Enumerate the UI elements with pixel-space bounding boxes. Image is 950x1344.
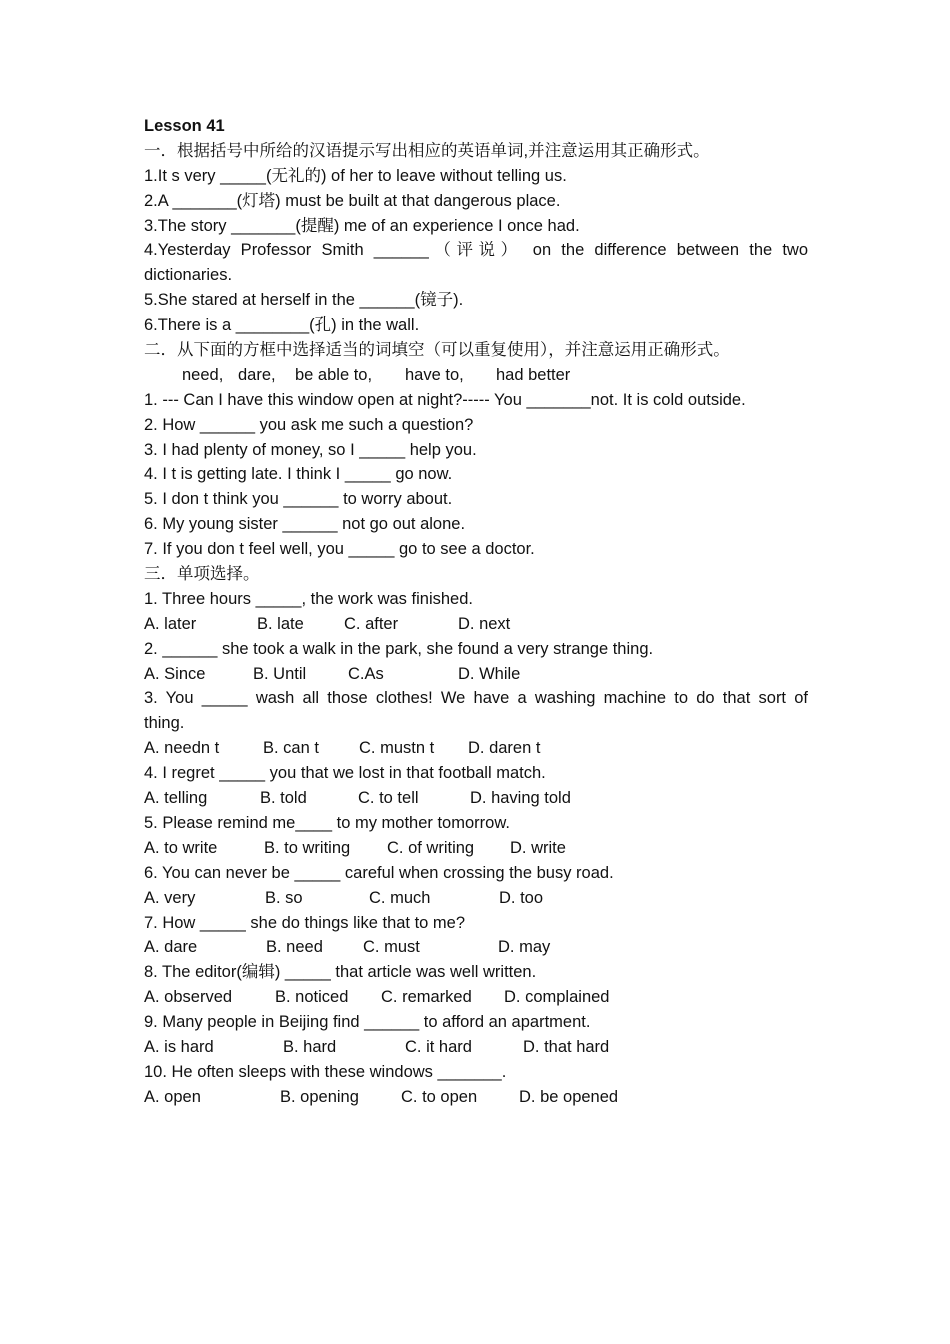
option-b: B. hard <box>283 1037 337 1056</box>
word-bank-word: need, <box>182 365 224 384</box>
answer-options <box>144 612 808 637</box>
option-a: A. telling <box>144 789 208 808</box>
option-b: B. opening <box>280 1087 359 1106</box>
section1-item-continuation: dictionaries. <box>144 266 233 285</box>
word-bank <box>144 363 808 388</box>
option-d: D. that hard <box>523 1037 610 1056</box>
option-b: B. told <box>260 789 307 808</box>
answer-options <box>144 886 808 911</box>
option-d: D. While <box>458 664 521 683</box>
option-d: D. be opened <box>519 1087 619 1106</box>
lesson-title: Lesson 41 <box>144 117 225 135</box>
option-b: B. late <box>257 614 304 633</box>
question: 4. I regret _____ you that we lost in that football match. <box>144 764 546 783</box>
answer-options <box>144 786 808 811</box>
option-c: C. mustn t <box>359 739 435 758</box>
option-d: D. having told <box>470 789 571 808</box>
option-a: A. Since <box>144 664 206 683</box>
option-b: B. need <box>266 938 323 957</box>
section2-item: 5. I don t think you ______ to worry about. <box>144 490 453 509</box>
option-d: D. too <box>499 888 544 907</box>
option-d: D. write <box>510 838 566 857</box>
answer-options <box>144 935 808 960</box>
option-b: B. can t <box>263 739 319 758</box>
option-a: A. to write <box>144 838 218 857</box>
section2-item: 3. I had plenty of money, so I _____ help you. <box>144 440 477 459</box>
question: 1. Three hours _____, the work was finished. <box>144 589 473 608</box>
section2-item: 7. If you don t feel well, you _____ go to see a doctor. <box>144 540 535 559</box>
option-a: A. is hard <box>144 1037 214 1056</box>
section1-item: 1.It s very _____(无礼的) of her to leave without telling us. <box>144 166 567 185</box>
option-b: B. Until <box>253 664 307 683</box>
answer-options <box>144 1035 808 1060</box>
option-c: C. remarked <box>381 988 472 1007</box>
option-d: D. daren t <box>468 739 541 758</box>
answer-options <box>144 985 808 1010</box>
option-d: D. next <box>458 614 511 633</box>
question: 7. How _____ she do things like that to me? <box>144 913 466 932</box>
section2-heading: 二．从下面的方框中选择适当的词填空（可以重复使用），并注意运用正确形式。 <box>144 341 730 360</box>
question: 2. ______ she took a walk in the park, she found a very strange thing. <box>144 639 654 658</box>
question-continuation: thing. <box>144 714 185 733</box>
word-bank-word: had better <box>496 365 571 384</box>
word-bank-word: be able to, <box>295 365 373 384</box>
section1-item: 2.A _______(灯塔) must be built at that dangerous place. <box>144 191 561 210</box>
option-a: A. very <box>144 888 196 907</box>
answer-options <box>144 1085 808 1110</box>
section2-item: 6. My young sister ______ not go out alone. <box>144 515 466 534</box>
question: 5. Please remind me____ to my mother tomorrow. <box>144 813 510 832</box>
option-c: C. to tell <box>358 789 419 808</box>
option-d: D. may <box>498 938 551 957</box>
word-bank-word: dare, <box>238 365 276 384</box>
worksheet <box>144 114 808 1110</box>
option-a: A. needn t <box>144 739 220 758</box>
section1-item: 6.There is a ________(孔) in the wall. <box>144 316 420 335</box>
section2-item: 4. I t is getting late. I think I _____ go now. <box>144 465 453 484</box>
option-a: A. open <box>144 1087 201 1106</box>
option-a: A. dare <box>144 938 198 957</box>
section3-heading: 三．单项选择。 <box>144 565 260 584</box>
question: 3. You _____ wash all those clothes! We have a washing machine to do that sort of <box>144 689 808 708</box>
section1-item: 4.Yesterday Professor Smith ______（评说） on the difference between the two <box>144 241 808 260</box>
word-bank-word: have to, <box>405 365 464 384</box>
option-b: B. noticed <box>275 988 349 1007</box>
answer-options <box>144 736 808 761</box>
option-c: C.As <box>348 664 384 683</box>
answer-options <box>144 836 808 861</box>
option-a: A. later <box>144 614 197 633</box>
option-c: C. much <box>369 888 431 907</box>
answer-options <box>144 662 808 687</box>
section2-item: 2. How ______ you ask me such a question? <box>144 415 474 434</box>
option-b: B. to writing <box>264 838 351 857</box>
option-c: C. after <box>344 614 399 633</box>
option-c: C. of writing <box>387 838 475 857</box>
question: 10. He often sleeps with these windows _______. <box>144 1062 507 1081</box>
question: 9. Many people in Beijing find ______ to afford an apartment. <box>144 1013 591 1032</box>
section1-item: 3.The story _______(提醒) me of an experience I once had. <box>144 216 580 235</box>
question: 6. You can never be _____ careful when crossing the busy road. <box>144 863 614 882</box>
section1-item: 5.She stared at herself in the ______(镜子). <box>144 291 464 310</box>
option-c: C. to open <box>401 1087 478 1106</box>
option-c: C. must <box>363 938 420 957</box>
section1-heading: 一．根据括号中所给的汉语提示写出相应的英语单词,并注意运用其正确形式。 <box>144 141 710 160</box>
option-a: A. observed <box>144 988 233 1007</box>
option-c: C. it hard <box>405 1037 472 1056</box>
question: 8. The editor(编辑) _____ that article was well written. <box>144 963 537 982</box>
option-d: D. complained <box>504 988 610 1007</box>
section2-item: 1. --- Can I have this window open at night?----- You _______not. It is cold outside. <box>144 390 746 409</box>
option-b: B. so <box>265 888 303 907</box>
